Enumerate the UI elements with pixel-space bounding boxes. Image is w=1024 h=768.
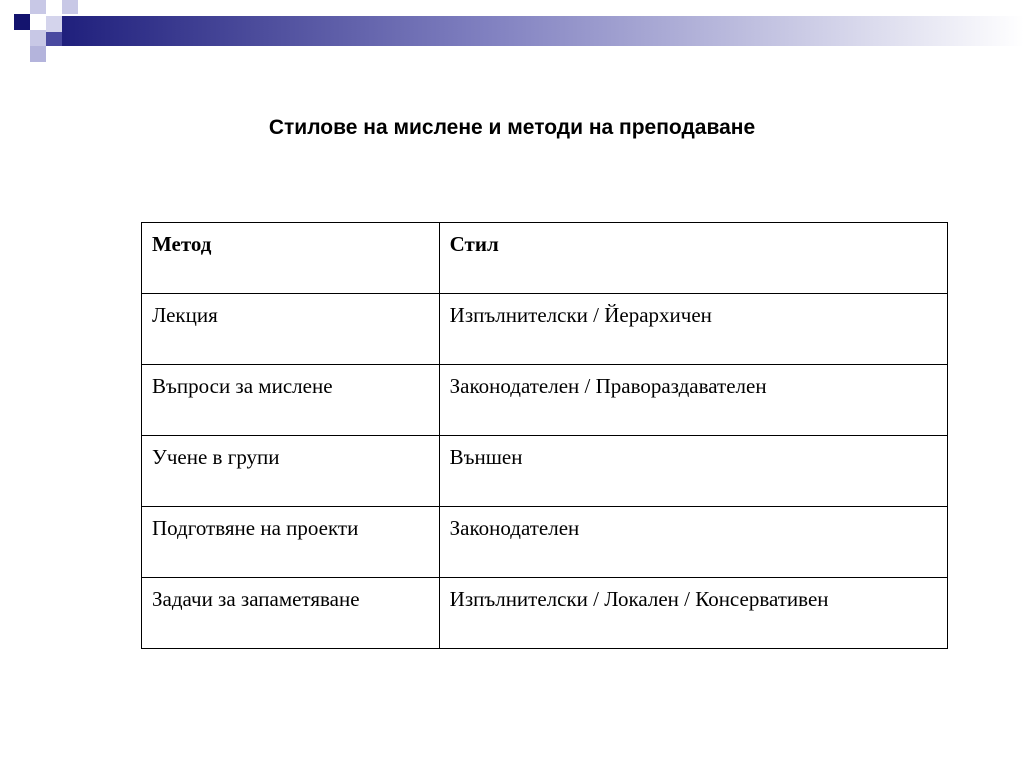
cell-method: Лекция	[142, 294, 440, 365]
table-row	[142, 294, 948, 365]
decor-square	[30, 0, 46, 14]
table-row	[142, 578, 948, 649]
cell-method: Въпроси за мислене	[142, 365, 440, 436]
decor-square	[14, 14, 30, 30]
cell-method: Учене в групи	[142, 436, 440, 507]
table-row	[142, 436, 948, 507]
decor-square	[30, 46, 46, 62]
header-gradient-bar	[46, 16, 1024, 46]
cell-method: Подготвяне на проекти	[142, 507, 440, 578]
table-row	[142, 365, 948, 436]
table-header-row	[142, 223, 948, 294]
slide-title: Стилове на мислене и методи на преподаване	[268, 116, 756, 139]
cell-method: Задачи за запаметяване	[142, 578, 440, 649]
decor-square	[30, 30, 46, 46]
decor-square	[46, 16, 62, 32]
header-style: Стил	[439, 223, 947, 294]
header-method: Метод	[142, 223, 440, 294]
decor-square	[62, 0, 78, 14]
decor-square	[46, 32, 62, 46]
cell-style: Законодателен / Правораздавателен	[439, 365, 947, 436]
cell-style: Изпълнителски / Локален / Консервативен	[439, 578, 947, 649]
cell-style: Изпълнителски / Йерархичен	[439, 294, 947, 365]
header-decoration	[0, 0, 1024, 64]
cell-style: Законодателен	[439, 507, 947, 578]
cell-style: Външен	[439, 436, 947, 507]
methods-table	[141, 222, 948, 649]
table-row	[142, 507, 948, 578]
